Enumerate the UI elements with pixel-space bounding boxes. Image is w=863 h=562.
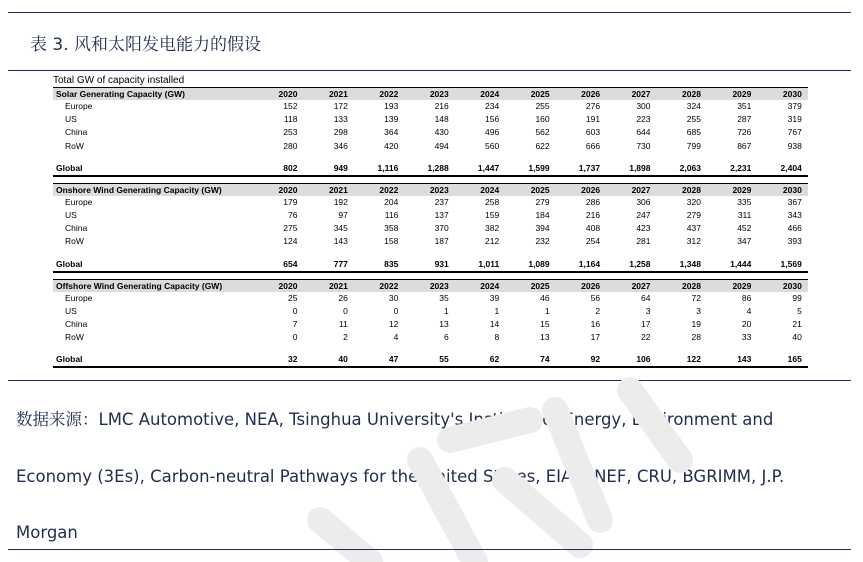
table-cell: 17 — [590, 332, 601, 343]
bottom-rule — [8, 549, 851, 550]
global-cell: 1,011 — [455, 257, 505, 272]
global-cell: 2,231 — [707, 161, 757, 176]
table-cell: 276 — [585, 101, 601, 111]
table-cell: 603 — [585, 127, 601, 138]
section-header-row — [53, 88, 808, 101]
global-cell: 1,348 — [657, 257, 707, 272]
table-cell: 281 — [636, 236, 651, 247]
table-cell: 204 — [384, 196, 399, 207]
table-cell: 13 — [439, 319, 449, 330]
table-cell: 258 — [485, 196, 500, 207]
table-cell: 298 — [333, 127, 348, 138]
table-cell: 560 — [485, 140, 500, 151]
table-cell: 35 — [439, 292, 449, 303]
row-label: RoW — [65, 140, 84, 151]
year-header: 2026 — [556, 88, 606, 101]
year-header: 2022 — [354, 279, 404, 292]
table-cell: 867 — [737, 140, 752, 151]
table-cell: 152 — [283, 101, 298, 111]
spacer-row — [53, 153, 808, 161]
table-cell: 160 — [535, 114, 550, 125]
global-cell: 32 — [253, 352, 303, 367]
table-cell: 64 — [641, 292, 651, 303]
table-cell: 358 — [384, 223, 399, 234]
table-cell: 685 — [686, 127, 701, 138]
table-row — [53, 196, 808, 209]
table-cell: 452 — [737, 223, 752, 234]
table-cell: 139 — [384, 114, 399, 125]
table-cell: 17 — [641, 319, 651, 330]
table-cell: 324 — [686, 101, 701, 111]
table-cell: 394 — [535, 223, 550, 234]
table-cell: 143 — [333, 236, 348, 247]
table-cell: 312 — [686, 236, 701, 247]
table-cell: 20 — [741, 319, 752, 330]
table-cell: 562 — [535, 127, 550, 138]
table-cell: 172 — [333, 101, 348, 111]
table-cell: 40 — [792, 332, 802, 343]
table-cell: 216 — [585, 210, 601, 221]
table-cell: 187 — [434, 236, 449, 247]
year-header: 2022 — [354, 183, 404, 196]
table-cell: 938 — [787, 140, 802, 151]
table-cell: 306 — [636, 196, 651, 207]
table-row — [53, 318, 808, 331]
global-label: Global — [53, 257, 253, 272]
title-divider — [8, 70, 851, 71]
global-cell: 106 — [606, 352, 656, 367]
global-cell: 2,404 — [757, 161, 807, 176]
year-header: 2029 — [707, 88, 757, 101]
year-header: 2023 — [404, 88, 454, 101]
global-label: Global — [53, 352, 253, 367]
row-label: US — [65, 210, 77, 221]
global-cell: 55 — [404, 352, 454, 367]
table-cell: 335 — [737, 196, 752, 207]
table-cell: 237 — [434, 196, 449, 207]
global-label: Global — [53, 161, 253, 176]
global-cell: 1,444 — [707, 257, 757, 272]
row-label: RoW — [65, 236, 84, 247]
table-cell: 644 — [636, 127, 651, 138]
table-cell: 192 — [333, 196, 348, 207]
table-row — [53, 235, 808, 248]
global-cell: 654 — [253, 257, 303, 272]
year-header: 2029 — [707, 279, 757, 292]
year-header: 2025 — [505, 183, 555, 196]
table-cell: 26 — [338, 292, 348, 303]
year-header: 2022 — [354, 88, 404, 101]
table-row — [53, 222, 808, 235]
row-label: US — [65, 305, 77, 316]
table-cell: 247 — [636, 210, 651, 221]
global-total-row — [53, 161, 808, 176]
table-row — [53, 331, 808, 344]
year-header: 2020 — [253, 279, 303, 292]
table-cell: 99 — [792, 292, 802, 303]
table-row — [53, 209, 808, 222]
table-cell: 76 — [287, 210, 298, 221]
table-cell: 254 — [585, 236, 601, 247]
section-header: Onshore Wind Generating Capacity (GW) — [53, 183, 253, 196]
row-label: RoW — [65, 332, 84, 343]
table-cell: 6 — [444, 332, 449, 343]
table-cell: 320 — [686, 196, 701, 207]
table-cell: 430 — [434, 127, 449, 138]
section-header: Offshore Wind Generating Capacity (GW) — [53, 279, 253, 292]
table-cell: 351 — [737, 101, 752, 111]
table-cell: 494 — [434, 140, 449, 151]
table-row — [53, 113, 808, 126]
table-cell: 420 — [384, 140, 399, 151]
table-cell: 72 — [691, 292, 701, 303]
year-header: 2030 — [757, 183, 807, 196]
table-cell: 437 — [686, 223, 701, 234]
table-cell: 86 — [741, 292, 752, 303]
table-cell: 116 — [384, 210, 399, 221]
global-cell: 92 — [556, 352, 606, 367]
table-cell: 13 — [540, 332, 550, 343]
table-cell: 33 — [741, 332, 752, 343]
table-cell: 14 — [489, 319, 500, 330]
global-cell: 143 — [707, 352, 757, 367]
year-header: 2026 — [556, 279, 606, 292]
table-cell: 148 — [434, 114, 449, 125]
year-header: 2027 — [606, 88, 656, 101]
table-cell: 3 — [696, 305, 701, 316]
global-cell: 47 — [354, 352, 404, 367]
table-cell: 133 — [333, 114, 348, 125]
table-cell: 137 — [434, 210, 449, 221]
table-cell: 767 — [787, 127, 802, 138]
table-cell: 319 — [787, 114, 802, 125]
table-cell: 393 — [787, 236, 802, 247]
year-header: 2026 — [556, 183, 606, 196]
year-header: 2024 — [455, 88, 505, 101]
global-cell: 777 — [303, 257, 353, 272]
table-cell: 184 — [535, 210, 550, 221]
table-cell: 216 — [434, 101, 449, 111]
table-cell: 255 — [686, 114, 701, 125]
global-cell: 1,737 — [556, 161, 606, 176]
year-header: 2021 — [303, 183, 353, 196]
table-cell: 30 — [388, 292, 399, 303]
global-cell: 2,063 — [657, 161, 707, 176]
table-cell: 466 — [787, 223, 802, 234]
table-cell: 730 — [636, 140, 651, 151]
capacity-table — [53, 87, 808, 368]
table-cell: 11 — [339, 319, 348, 330]
table-cell: 234 — [485, 101, 500, 111]
table-cell: 0 — [292, 305, 298, 316]
year-header: 2023 — [404, 183, 454, 196]
table-cell: 2 — [343, 332, 348, 343]
year-header: 2020 — [253, 183, 303, 196]
table-cell: 275 — [283, 223, 298, 234]
global-total-row — [53, 257, 808, 272]
global-cell: 802 — [253, 161, 303, 176]
year-header: 2028 — [657, 279, 707, 292]
global-total-row — [53, 352, 808, 367]
table-cell: 279 — [686, 210, 701, 221]
table-cell: 12 — [388, 319, 399, 330]
table-cell: 382 — [485, 223, 500, 234]
table-cell: 4 — [393, 332, 399, 343]
table-caption: Total GW of capacity installed — [53, 75, 185, 86]
table-cell: 124 — [283, 236, 298, 247]
table-cell: 232 — [535, 236, 550, 247]
year-header: 2020 — [253, 88, 303, 101]
table-cell: 0 — [343, 305, 348, 316]
table-cell: 496 — [485, 127, 500, 138]
source-note: 数据来源：LMC Automotive, NEA, Tsinghua University's Institute of Energy, Environment and Economy (3Es), Carbon-neutral Pathways for the United States, EIA, BNEF, CRU, BGRIMM, J.P. Morgan — [16, 410, 785, 542]
row-label: Europe — [65, 292, 93, 303]
table-row — [53, 292, 808, 305]
table-cell: 408 — [585, 223, 601, 234]
table-cell: 56 — [590, 292, 601, 303]
table-cell: 19 — [691, 319, 701, 330]
row-label: China — [65, 319, 88, 330]
year-header: 2021 — [303, 279, 353, 292]
section-header: Solar Generating Capacity (GW) — [53, 88, 253, 101]
table-cell: 193 — [384, 101, 399, 111]
table-cell: 346 — [333, 140, 348, 151]
global-cell: 1,599 — [505, 161, 555, 176]
global-cell: 74 — [505, 352, 555, 367]
spacer-row — [53, 344, 808, 352]
table-cell: 223 — [636, 114, 651, 125]
table-cell: 726 — [737, 127, 752, 138]
global-cell: 165 — [757, 352, 807, 367]
capacity-table-container — [53, 74, 802, 368]
table-cell: 5 — [797, 305, 802, 316]
table-cell: 15 — [540, 319, 550, 330]
table-cell: 179 — [283, 196, 298, 207]
table-cell: 799 — [686, 140, 701, 151]
year-header: 2023 — [404, 279, 454, 292]
table-row — [53, 100, 808, 113]
year-header: 2028 — [657, 183, 707, 196]
table-cell: 97 — [338, 210, 348, 221]
table-cell: 287 — [737, 114, 752, 125]
global-cell: 62 — [455, 352, 505, 367]
year-header: 2024 — [455, 183, 505, 196]
table-cell: 158 — [384, 236, 399, 247]
year-header: 2025 — [505, 279, 555, 292]
table-cell: 212 — [485, 236, 500, 247]
table-cell: 118 — [283, 114, 298, 125]
table-cell: 7 — [292, 319, 298, 330]
global-cell: 949 — [303, 161, 353, 176]
row-label: US — [65, 114, 77, 125]
table-row — [53, 140, 808, 153]
year-header: 2030 — [757, 279, 807, 292]
year-header: 2030 — [757, 88, 807, 101]
table-cell: 367 — [787, 196, 802, 207]
global-cell: 1,089 — [505, 257, 555, 272]
table-cell: 622 — [535, 140, 550, 151]
table-cell: 191 — [585, 114, 601, 125]
table-cell: 345 — [333, 223, 348, 234]
table-divider — [8, 380, 851, 381]
table-cell: 1 — [494, 305, 500, 316]
table-cell: 347 — [737, 236, 752, 247]
row-label: China — [65, 127, 88, 138]
table-cell: 423 — [636, 223, 651, 234]
table-title: 表 3. 风和太阳发电能力的假设 — [30, 35, 262, 55]
table-cell: 1 — [444, 305, 449, 316]
table-row — [53, 305, 808, 318]
global-cell: 1,569 — [757, 257, 807, 272]
global-cell: 122 — [657, 352, 707, 367]
table-cell: 286 — [585, 196, 601, 207]
table-cell: 311 — [737, 210, 752, 221]
table-cell: 159 — [485, 210, 500, 221]
year-header: 2025 — [505, 88, 555, 101]
table-cell: 2 — [595, 305, 601, 316]
global-cell: 931 — [404, 257, 454, 272]
table-cell: 156 — [485, 114, 500, 125]
year-header: 2028 — [657, 88, 707, 101]
section-header-row — [53, 183, 808, 196]
global-cell: 1,898 — [606, 161, 656, 176]
year-header: 2027 — [606, 183, 656, 196]
table-cell: 8 — [494, 332, 500, 343]
spacer-row — [53, 249, 808, 257]
table-cell: 379 — [787, 101, 802, 111]
year-header: 2024 — [455, 279, 505, 292]
table-cell: 370 — [434, 223, 449, 234]
table-row — [53, 126, 808, 139]
table-cell: 25 — [287, 292, 298, 303]
section-header-row — [53, 279, 808, 292]
table-cell: 16 — [590, 319, 601, 330]
row-label: Europe — [65, 196, 93, 207]
table-cell: 4 — [746, 305, 752, 316]
table-cell: 666 — [585, 140, 601, 151]
global-cell: 1,288 — [404, 161, 454, 176]
table-cell: 343 — [787, 210, 802, 221]
table-cell: 364 — [384, 127, 399, 138]
table-cell: 255 — [535, 101, 550, 111]
table-cell: 1 — [544, 305, 550, 316]
global-cell: 1,258 — [606, 257, 656, 272]
table-cell: 300 — [636, 101, 651, 111]
table-cell: 21 — [792, 319, 802, 330]
year-header: 2021 — [303, 88, 353, 101]
table-cell: 46 — [540, 292, 550, 303]
global-cell: 1,447 — [455, 161, 505, 176]
row-label: Europe — [65, 101, 93, 111]
global-cell: 1,164 — [556, 257, 606, 272]
table-cell: 39 — [489, 292, 500, 303]
table-cell: 0 — [393, 305, 399, 316]
table-cell: 22 — [641, 332, 651, 343]
global-cell: 1,116 — [354, 161, 404, 176]
table-cell: 28 — [691, 332, 701, 343]
section-gap — [53, 272, 808, 280]
top-rule — [8, 12, 851, 13]
global-cell: 40 — [303, 352, 353, 367]
table-cell: 0 — [292, 332, 298, 343]
global-cell: 835 — [354, 257, 404, 272]
year-header: 2029 — [707, 183, 757, 196]
row-label: China — [65, 223, 88, 234]
table-cell: 3 — [645, 305, 651, 316]
section-gap — [53, 176, 808, 184]
table-cell: 279 — [535, 196, 550, 207]
table-cell: 280 — [283, 140, 298, 151]
table-cell: 253 — [283, 127, 298, 138]
year-header: 2027 — [606, 279, 656, 292]
